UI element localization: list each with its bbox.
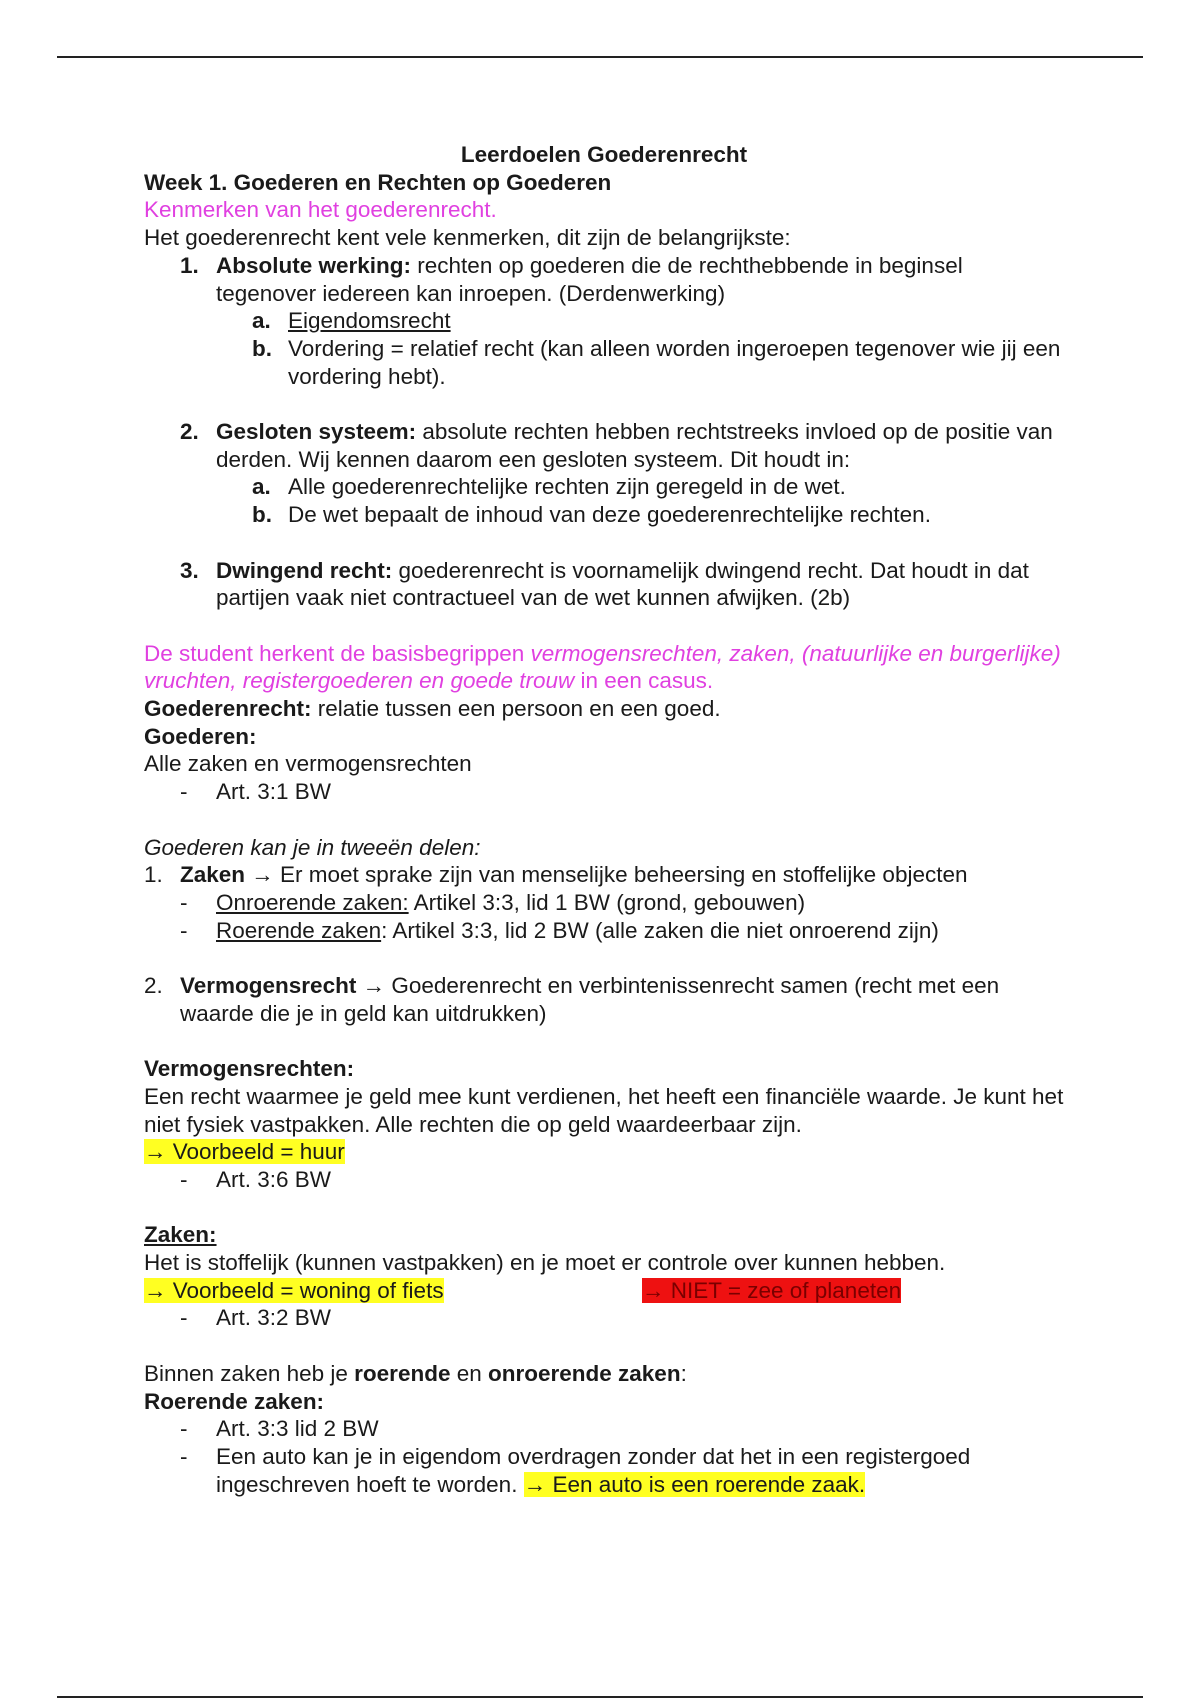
dash-item: - Een auto kan je in eigendom overdragen zonder dat het in een registergoed ingeschreven hoeft te worden. → Een auto is een roerende zaak. [180,1443,971,1497]
list-item: 1. Zaken → Er moet sprake zijn van menselijke beheersing en stoffelijke objecten [144,862,968,888]
highlight-example: → Voorbeeld = woning of fiets [144,1277,444,1303]
zaken-heading: Zaken: [144,1222,217,1248]
definition-goederen-heading: Goederen: [144,723,257,749]
list-item: 2. Vermogensrecht → Goederenrecht en verbintenissenrecht samen (recht met een waarde die je in geld kan uitdrukken) [144,973,1000,1026]
document-page [144,141,1064,1498]
dash-item: - Onroerende zaken: Artikel 3:3, lid 1 BW (grond, gebouwen) [180,889,806,915]
split-intro: Goederen kan je in tweeën delen: [144,834,481,860]
section-heading-kenmerken: Kenmerken van het goederenrecht. [144,197,497,223]
list-item: 2. Gesloten systeem: absolute rechten hebben rechtstreeks invloed op de positie van derden. Wij kennen daarom een gesloten systeem. Dit houdt in: [180,419,1053,472]
dash-item: - Art. 3:1 BW [180,779,332,805]
sub-list-item: b. Vordering = relatief recht (kan alleen worden ingeroepen tegenover wie jij een vordering hebt). [252,335,1061,389]
week-heading: Week 1. Goederen en Rechten op Goederen [144,169,612,195]
highlight-not-example: → NIET = zee of planeten [642,1277,902,1303]
intro-paragraph: Het goederenrecht kent vele kenmerken, dit zijn de belangrijkste: [144,225,791,251]
section-heading-basisbegrippen: De student herkent de basisbegrippen vermogensrechten, zaken, (natuurlijke en burgerlijke) vruchten, registergoederen en goede trouw in een casus. [144,640,1061,694]
sub-list-item: a. Alle goederenrechtelijke rechten zijn geregeld in de wet. [252,474,846,500]
roerend-intro: Binnen zaken heb je roerende en onroerende zaken: [144,1360,687,1386]
top-rule [57,56,1143,58]
bottom-rule [57,1696,1143,1698]
dash-item: - Roerende zaken: Artikel 3:3, lid 2 BW (alle zaken die niet onroerend zijn) [180,917,939,943]
highlight-example: → Voorbeeld = huur [144,1139,345,1165]
list-item: 3. Dwingend recht: goederenrecht is voornamelijk dwingend recht. Dat houdt in dat partijen vaak niet contractueel van de wet kunnen afwijken. (2b) [180,557,1029,611]
vermogensrechten-heading: Vermogensrechten: [144,1056,355,1082]
sub-list-item: b. De wet bepaalt de inhoud van deze goederenrechtelijke rechten. [252,502,931,528]
vermogensrechten-text: Een recht waarmee je geld mee kunt verdienen, het heeft een financiële waarde. Je kunt het niet fysiek vastpakken. Alle rechten die op geld waardeerbaar zijn. [144,1083,1064,1137]
roerend-heading: Roerende zaken: [144,1388,325,1414]
definition-goederenrecht: Goederenrecht: relatie tussen een persoon en een goed. [144,696,721,722]
sub-list-item: a. Eigendomsrecht [252,308,451,334]
dash-item: - Art. 3:2 BW [180,1305,332,1331]
dash-item: - Art. 3:6 BW [180,1166,332,1192]
dash-item: - Art. 3:3 lid 2 BW [180,1416,379,1442]
zaken-text: Het is stoffelijk (kunnen vastpakken) en je moet er controle over kunnen hebben. [144,1250,946,1276]
list-item: 1. Absolute werking: rechten op goederen die de rechthebbende in beginsel tegenover iedereen kan inroepen. (Derdenwerking) [180,252,963,306]
highlight-example: → Een auto is een roerende zaak. [523,1471,866,1497]
definition-goederen-text: Alle zaken en vermogensrechten [144,751,472,777]
example-row [144,1277,1064,1305]
page-title: Leerdoelen Goederenrecht [460,142,748,167]
